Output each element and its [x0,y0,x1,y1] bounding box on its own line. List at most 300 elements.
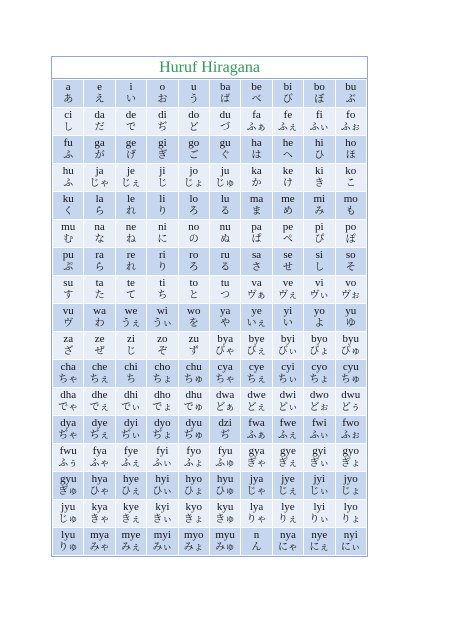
romaji-label: mu [61,221,76,233]
hiragana-character: びぃ [277,346,298,357]
romaji-label: cya [217,361,233,373]
table-row [53,472,367,500]
hiragana-character: れ [125,206,136,217]
syllable-cell [209,108,240,136]
romaji-label: dzi [218,417,232,429]
romaji-label: ta [95,277,104,289]
hiragana-character: きゃ [89,514,110,525]
romaji-label: gi [158,137,167,149]
hiragana-character: ぎゃ [246,458,267,469]
syllable-cell [115,80,146,108]
romaji-label: do [188,109,200,121]
hiragana-character: にぇ [309,542,330,553]
syllable-cell [304,80,335,108]
syllable-cell [115,472,146,500]
romaji-label: me [281,193,295,205]
romaji-label: de [125,109,137,121]
hiragana-character: ぎぃ [309,458,330,469]
romaji-label: dyo [154,417,171,429]
romaji-label: vi [315,277,324,289]
romaji-label: jo [189,165,199,177]
romaji-label: mi [313,193,326,205]
hiragana-character: や [220,318,231,329]
hiragana-character: ふぃ [309,430,330,441]
hiragana-character: り [157,262,168,273]
hiragana-character: ぢょ [152,430,173,441]
romaji-label: myi [153,529,171,541]
hiragana-character: べ [251,94,262,105]
hiragana-character: ちぇ [89,374,110,385]
syllable-cell [241,472,272,500]
table-row [53,332,367,360]
romaji-label: we [124,305,138,317]
syllable-cell [84,500,115,528]
syllable-cell [178,500,209,528]
romaji-label: chi [124,361,138,373]
syllable-cell [147,248,178,276]
table-row [53,248,367,276]
romaji-label: nye [311,529,328,541]
hiragana-character: ち [157,290,168,301]
hiragana-character: つ [220,290,231,301]
hiragana-character: ヴぁ [246,290,267,301]
hiragana-character: どぃ [278,402,298,413]
romaji-label: pi [315,221,324,233]
syllable-cell [84,304,115,332]
syllable-cell [272,164,303,192]
romaji-label: fwa [248,417,265,429]
syllable-cell [335,80,366,108]
hiragana-character: ぢ [220,430,231,441]
romaji-label: fu [63,137,73,149]
table-row [53,528,367,556]
syllable-cell [304,472,335,500]
romaji-label: ki [315,165,324,177]
romaji-label: ke [282,165,294,177]
syllable-cell [335,304,366,332]
syllable-cell [147,136,178,164]
romaji-label: myo [183,529,204,541]
romaji-label: ti [159,277,166,289]
syllable-cell [241,528,272,556]
hiragana-character: じ [157,178,168,189]
syllable-cell [53,304,84,332]
hiragana-character: ひゃ [89,486,110,497]
hiragana-character: ぢゅ [183,430,204,441]
syllable-cell [147,500,178,528]
romaji-label: wo [187,305,201,317]
hiragana-character: ふゅ [215,458,236,469]
romaji-label: ni [158,221,167,233]
romaji-label: ci [64,109,73,121]
chart-title: Huruf Hiragana [52,57,367,79]
romaji-label: dhu [185,389,202,401]
syllable-cell [178,528,209,556]
romaji-label: gyo [342,445,359,457]
syllable-cell [272,416,303,444]
hiragana-character: ぎ [157,150,168,161]
hiragana-character: だ [94,122,105,133]
syllable-cell [84,472,115,500]
hiragana-character: ぎゅ [58,486,79,497]
hiragana-character: ちぃ [277,374,298,385]
syllable-cell [178,192,209,220]
romaji-label: wa [93,305,106,317]
hiragana-character: きぃ [152,514,173,525]
syllable-cell [53,220,84,248]
syllable-cell [335,444,366,472]
romaji-label: ku [62,193,74,205]
romaji-label: ja [95,165,104,177]
hiragana-character: ふぃ [152,458,173,469]
syllable-cell [53,136,84,164]
romaji-label: zi [127,333,135,345]
romaji-label: lyo [343,501,358,513]
romaji-label: hyi [155,473,170,485]
romaji-label: byu [342,333,359,345]
romaji-label: n [253,529,260,541]
romaji-label: gyi [312,445,327,457]
romaji-label: dwa [215,389,235,401]
hiragana-character: じゃ [89,178,110,189]
syllable-cell [241,192,272,220]
romaji-label: fwo [342,417,360,429]
hiragana-character: ちょ [309,374,330,385]
hiragana-character: ん [251,542,262,553]
romaji-label: dhe [91,389,108,401]
syllable-cell [115,360,146,388]
syllable-cell [272,388,303,416]
syllable-cell [84,360,115,388]
hiragana-character: ご [188,150,199,161]
romaji-label: che [91,361,108,373]
hiragana-character: す [63,290,74,301]
hiragana-character: じ [125,346,136,357]
hiragana-character: どぅ [340,402,361,413]
hiragana-character: きゅ [215,514,236,525]
hiragana-character: こ [345,178,356,189]
hiragana-character: じゅ [215,178,236,189]
syllable-cell [178,220,209,248]
syllable-cell [241,360,272,388]
syllable-cell [304,360,335,388]
syllable-cell [272,248,303,276]
syllable-cell [53,388,84,416]
syllable-cell [147,80,178,108]
syllable-cell [84,332,115,360]
romaji-label: jye [281,473,295,485]
syllable-cell [209,248,240,276]
hiragana-character: を [188,318,199,329]
romaji-label: fe [283,109,293,121]
syllable-cell [53,248,84,276]
syllable-cell [304,220,335,248]
hiragana-character: ぴ [314,234,325,245]
hiragana-character: め [282,206,293,217]
hiragana-character: か [251,178,262,189]
syllable-cell [209,276,240,304]
syllable-cell [178,276,209,304]
syllable-cell [209,528,240,556]
romaji-label: dwe [247,389,266,401]
hiragana-character: ぢ [157,122,168,133]
syllable-cell [178,80,209,108]
hiragana-character: きぇ [120,514,141,525]
romaji-label: ga [94,137,105,149]
syllable-cell [84,108,115,136]
syllable-cell [209,500,240,528]
syllable-cell [272,500,303,528]
table-row [53,304,367,332]
syllable-cell [304,304,335,332]
romaji-label: ho [345,137,357,149]
syllable-cell [241,416,272,444]
syllable-cell [272,332,303,360]
table-row [53,388,367,416]
syllable-cell [241,164,272,192]
romaji-label: dwi [279,389,297,401]
romaji-label: jya [249,473,264,485]
romaji-label: ri [159,249,166,261]
table-row [53,276,367,304]
syllable-cell [178,416,209,444]
romaji-label: bya [217,333,234,345]
syllable-cell [53,472,84,500]
romaji-label: dye [91,417,108,429]
syllable-cell [241,108,272,136]
syllable-cell [241,248,272,276]
hiragana-character: う [188,94,199,105]
hiragana-character: ふ [63,150,74,161]
syllable-cell [84,276,115,304]
romaji-label: li [159,193,166,205]
table-row [53,500,367,528]
syllable-cell [335,248,366,276]
hiragana-character: ま [251,206,262,217]
syllable-cell [209,304,240,332]
hiragana-character: ふぇ [277,430,298,441]
syllable-cell [53,332,84,360]
romaji-label: a [65,81,71,93]
hiragana-character: でぃ [121,402,141,413]
romaji-label: ka [251,165,262,177]
syllable-cell [84,192,115,220]
romaji-label: fwi [311,417,327,429]
hiragana-character: ぱ [251,234,262,245]
hiragana-character: ず [188,346,199,357]
hiragana-character: げ [125,150,136,161]
romaji-label: hu [62,165,74,177]
syllable-cell [304,444,335,472]
syllable-cell [53,164,84,192]
romaji-label: la [95,193,104,205]
romaji-label: nyi [343,529,358,541]
syllable-cell [178,136,209,164]
syllable-cell [178,472,209,500]
syllable-cell [272,360,303,388]
romaji-label: dha [60,389,77,401]
hiragana-character: せ [282,262,293,273]
syllable-cell [272,276,303,304]
syllable-cell [272,220,303,248]
syllable-cell [178,332,209,360]
hiragana-character: が [94,150,105,161]
romaji-label: yi [283,305,293,317]
romaji-label: hya [91,473,108,485]
romaji-label: go [188,137,200,149]
romaji-label: gye [279,445,296,457]
syllable-cell [335,108,366,136]
hiragana-character: りょ [340,514,361,525]
hiragana-character: け [282,178,293,189]
hiragana-character: ぎょ [340,458,361,469]
syllable-cell [147,220,178,248]
syllable-cell [335,276,366,304]
syllable-cell [53,500,84,528]
romaji-label: ze [94,333,105,345]
syllable-cell [272,80,303,108]
syllable-cell [304,164,335,192]
romaji-label: i [129,81,133,93]
hiragana-character: ぺ [282,234,293,245]
romaji-label: hi [315,137,324,149]
syllable-cell [304,500,335,528]
romaji-label: hye [123,473,139,485]
romaji-label: bu [345,81,357,93]
syllable-cell [115,248,146,276]
hiragana-character: りぇ [277,514,298,525]
hiragana-character: ちゃ [58,374,79,385]
hiragana-character: ふぇ [277,122,298,133]
syllable-cell [209,164,240,192]
syllable-cell [272,136,303,164]
romaji-label: lya [249,501,264,513]
romaji-label: mya [90,529,110,541]
romaji-label: e [97,81,103,93]
hiragana-character: ヴぉ [340,290,361,301]
syllable-cell [53,444,84,472]
syllable-cell [209,360,240,388]
hiragana-character: みょ [183,542,204,553]
syllable-cell [335,192,366,220]
romaji-label: ru [220,249,230,261]
syllable-cell [115,304,146,332]
hiragana-character: き [314,178,325,189]
syllable-cell [147,416,178,444]
romaji-label: za [63,333,74,345]
romaji-label: dhi [123,389,138,401]
hiragana-character: そ [345,262,356,273]
hiragana-character: じゃ [246,486,267,497]
hiragana-character: でぇ [89,402,110,413]
romaji-label: na [94,221,105,233]
syllable-cell [209,472,240,500]
hiragana-character: ぢぃ [120,430,141,441]
hiragana-character: は [251,150,262,161]
hiragana-character: でょ [152,402,173,413]
hiragana-character: ちょ [152,374,173,385]
romaji-label: va [251,277,262,289]
hiragana-character: りぃ [309,514,330,525]
hiragana-character: ぐ [220,150,231,161]
hiragana-character: づ [220,122,231,133]
hiragana-character: わ [94,318,105,329]
syllable-cell [178,444,209,472]
hiragana-character: ひ [314,150,325,161]
syllable-cell [147,192,178,220]
hiragana-character: にぃ [340,542,361,553]
hiragana-character: ふぃ [309,122,330,133]
romaji-label: vo [345,277,357,289]
romaji-label: nu [219,221,231,233]
hiragana-character: どぁ [215,402,236,413]
hiragana-character: びょ [309,346,330,357]
romaji-label: bo [313,81,325,93]
romaji-label: fa [252,109,261,121]
syllable-cell [178,304,209,332]
romaji-label: yo [313,305,325,317]
romaji-label: fwe [279,417,297,429]
hiragana-character: でゃ [58,402,79,413]
romaji-label: tu [220,277,230,289]
romaji-label: pa [251,221,262,233]
romaji-label: lye [281,501,295,513]
romaji-label: dyu [185,417,202,429]
hiragana-character: じゅ [58,514,79,525]
hiragana-character: な [94,234,105,245]
hiragana-character: る [220,206,231,217]
romaji-label: wi [156,305,168,317]
hiragana-chart [51,56,368,557]
romaji-label: cyo [311,361,328,373]
hiragana-character: ほ [345,150,356,161]
hiragana-character: み [314,206,325,217]
syllable-cell [241,80,272,108]
romaji-label: kye [123,501,139,513]
romaji-label: byi [280,333,295,345]
romaji-label: byo [311,333,328,345]
hiragana-character: く [63,206,74,217]
romaji-label: he [282,137,294,149]
hiragana-character: い [282,318,293,329]
hiragana-character: ふぉ [340,430,361,441]
hiragana-character: みぇ [120,542,141,553]
romaji-label: lo [189,193,199,205]
syllable-cell [115,136,146,164]
hiragana-character: ら [94,262,105,273]
romaji-label: fo [346,109,356,121]
syllable-cell [115,108,146,136]
romaji-label: fyi [156,445,169,457]
hiragana-character: ヴ [63,318,74,329]
romaji-label: cyu [342,361,359,373]
romaji-label: te [127,277,135,289]
romaji-label: pu [62,249,74,261]
syllable-cell [178,388,209,416]
syllable-cell [335,416,366,444]
hiragana-character: にゃ [278,542,298,553]
syllable-cell [53,276,84,304]
syllable-cell [147,388,178,416]
romaji-label: sa [251,249,262,261]
hiragana-character: ひぃ [152,486,173,497]
syllable-cell [147,164,178,192]
romaji-label: dya [60,417,77,429]
syllable-cell [335,360,366,388]
hiragana-character: び [282,94,293,105]
syllable-cell [209,80,240,108]
romaji-label: dho [154,389,171,401]
